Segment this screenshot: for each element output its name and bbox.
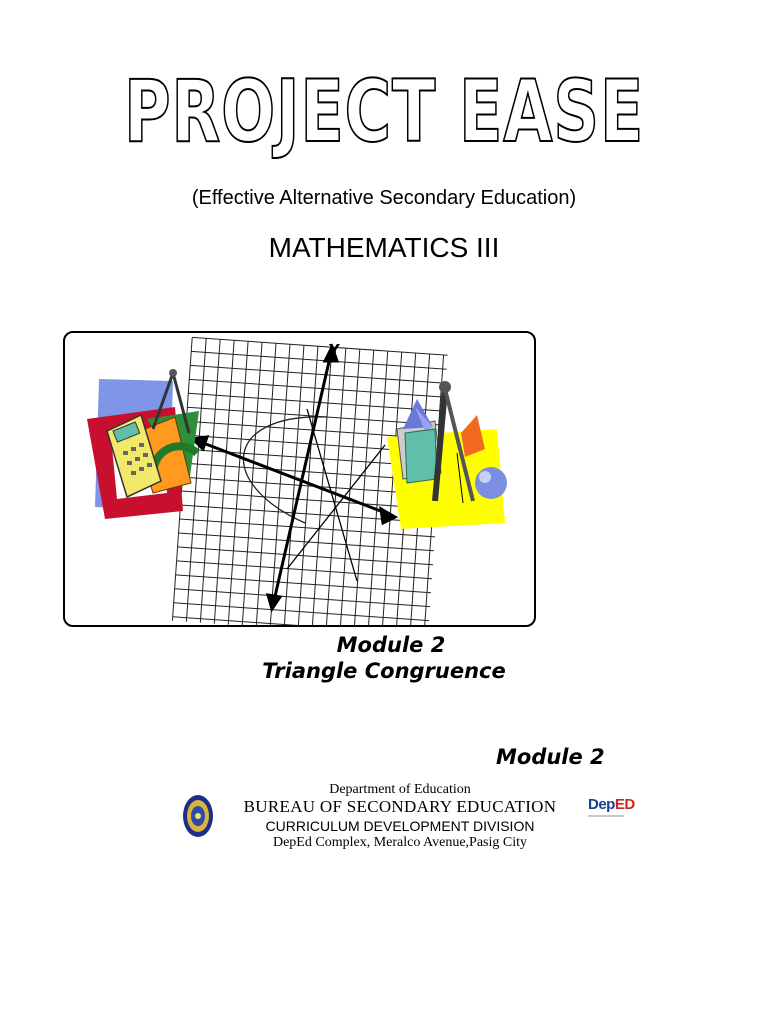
cover-title: PROJECT EASE <box>123 62 645 162</box>
drafting-tools-clipart-left <box>87 369 199 519</box>
geometry-clipart <box>65 333 536 627</box>
module-number: Module 2 <box>336 633 446 657</box>
office-address: DepEd Complex, Meralco Avenue,Pasig City <box>272 835 528 850</box>
deped-logo-ed: ED <box>614 796 635 813</box>
deped-logo-underline <box>588 815 624 817</box>
module-title: Triangle Congruence <box>262 659 506 683</box>
module-number-right: Module 2 <box>496 745 605 769</box>
cover-subtitle: (Effective Alternative Secondary Education) <box>191 187 577 209</box>
subject-title: MATHEMATICS III <box>268 232 500 263</box>
cover-illustration <box>63 331 536 627</box>
deped-logo <box>588 796 635 814</box>
deped-logo-dep: Dep <box>588 796 615 813</box>
y-axis-label: Y <box>329 341 340 359</box>
bureau-name: BUREAU OF SECONDARY EDUCATION <box>243 797 557 816</box>
department-name: Department of Education <box>329 782 471 797</box>
division-name: CURRICULUM DEVELOPMENT DIVISION <box>265 818 535 834</box>
geometric-solids-clipart-right <box>387 381 507 529</box>
